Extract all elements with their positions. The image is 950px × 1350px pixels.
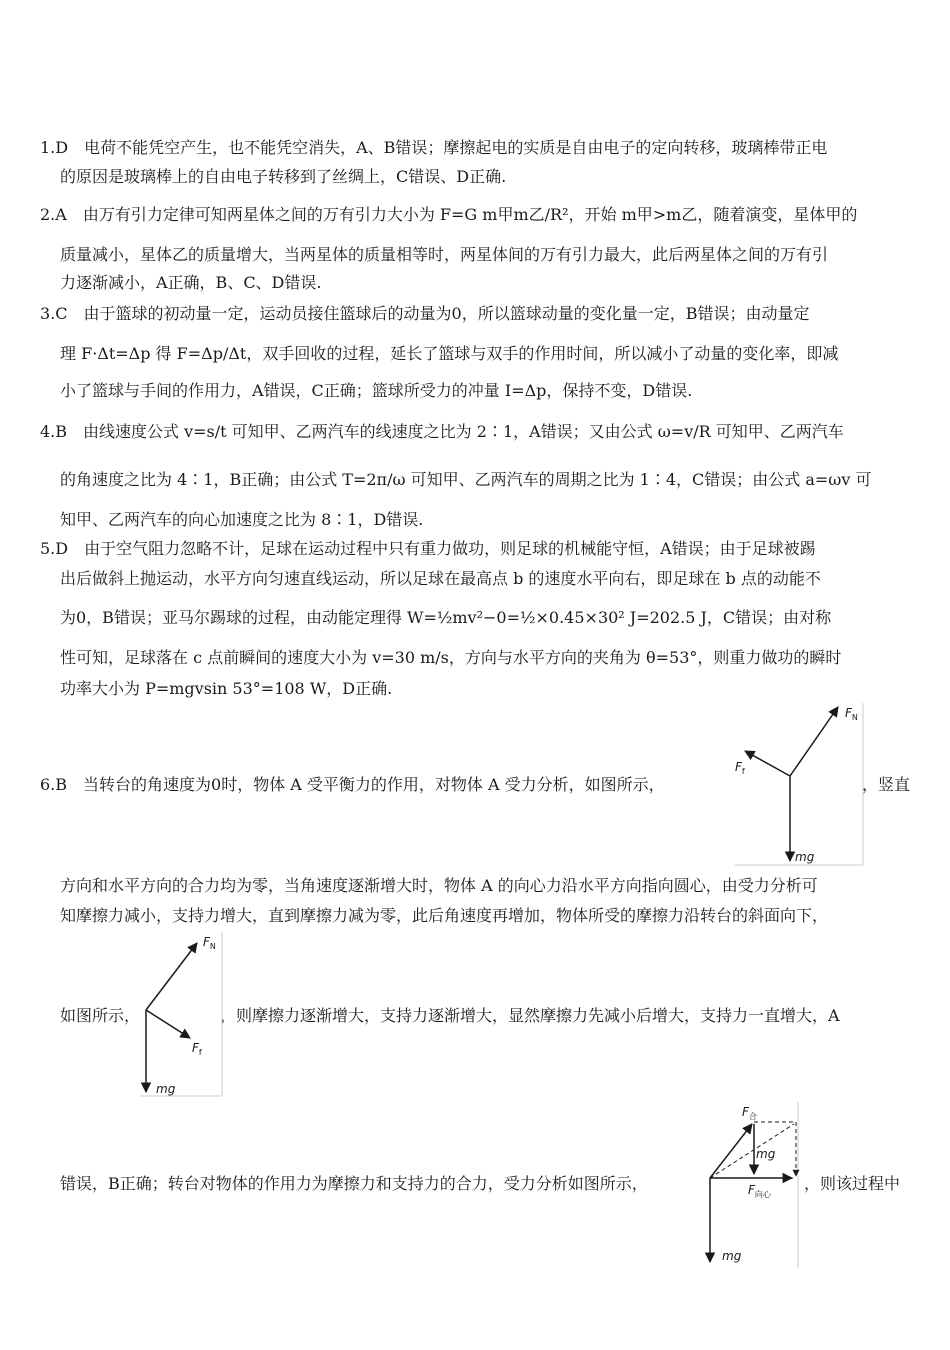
normal-force-label: $F_N$	[845, 706, 858, 722]
text-line: 性可知，足球落在 c 点前瞬间的速度大小为 v=30 m/s，方向与水平方向的夹角为 θ=53°，则重力做功的瞬时	[60, 648, 842, 667]
text-line: 理 F·Δt=Δp 得 F=Δp/Δt，双手回收的过程，延长了篮球与双手的作用时间，所以减小了动量的变化率，即减	[60, 344, 839, 363]
text-line: 错误，B正确；转台对物体的作用力为摩擦力和支持力的合力，受力分析如图所示，	[60, 1174, 648, 1193]
text-line: 4.B 由线速度公式 v=s/t 可知甲、乙两汽车的线速度之比为 2∶1，A错误；又由公式 ω=v/R 可知甲、乙两汽车	[40, 422, 844, 441]
text-line: 2.A 由万有引力定律可知两星体之间的万有引力大小为 F=G m甲m乙/R²，开始 m甲>m乙，随着演变，星体甲的	[40, 205, 858, 224]
gravity-label: mg	[795, 850, 815, 864]
text-line: 知摩擦力减小，支持力增大，直到摩擦力减为零，此后角速度再增加，物体所受的摩擦力沿转台的斜面向下，	[60, 906, 829, 925]
force-diagram-equilibrium	[735, 703, 865, 866]
friction-force-label: $F_f$	[192, 1041, 202, 1057]
gravity-label: mg	[722, 1249, 742, 1263]
resultant-force-label: $F_合$	[742, 1105, 757, 1121]
text-line: ，则摩擦力逐渐增大，支持力逐渐增大，显然摩擦力先减小后增大，支持力一直增大，A	[220, 1006, 840, 1025]
inner-gravity-label: mg	[756, 1147, 776, 1161]
gravity-label: mg	[156, 1082, 176, 1096]
text-line: 小了篮球与手间的作用力，A错误，C正确；篮球所受力的冲量 I=Δp，保持不变，D错误.	[60, 381, 693, 400]
text-line: 1.D 电荷不能凭空产生，也不能凭空消失，A、B错误；摩擦起电的实质是自由电子的定向转移，玻璃棒带正电	[40, 138, 828, 157]
text-line: 知甲、乙两汽车的向心加速度之比为 8∶1，D错误.	[60, 510, 424, 529]
text-line: 的角速度之比为 4∶1，B正确；由公式 T=2π/ω 可知甲、乙两汽车的周期之比为 1∶4，C错误；由公式 a=ωv 可	[60, 470, 872, 489]
text-line: 力逐渐减小，A正确，B、C、D错误.	[60, 273, 322, 292]
force-diagram-friction-down	[140, 932, 224, 1100]
text-line: 质量减小，星体乙的质量增大，当两星体的质量相等时，两星体间的万有引力最大，此后两星体之间的万有引	[60, 245, 829, 264]
normal-force-label: $F_N$	[203, 935, 216, 951]
text-line: 方向和水平方向的合力均为零，当角速度逐渐增大时，物体 A 的向心力沿水平方向指向圆心，由受力分析可	[60, 876, 818, 895]
friction-force-label: $F_f$	[735, 760, 745, 776]
text-line: 功率大小为 P=mgvsin 53°=108 W，D正确.	[60, 679, 393, 698]
text-line: 的原因是玻璃棒上的自由电子转移到了丝绸上，C错误、D正确.	[60, 167, 507, 186]
text-line: ，竖直	[862, 775, 911, 794]
text-line: 出后做斜上抛运动，水平方向匀速直线运动，所以足球在最高点 b 的速度水平向右，即足球在 b 点的动能不	[60, 569, 821, 588]
text-line: ，则该过程中	[804, 1174, 901, 1193]
text-line: 如图所示，	[60, 1006, 141, 1025]
text-line: 为0，B错误；亚马尔踢球的过程，由动能定理得 W=½mv²−0=½×0.45×30² J=202.5 J，C错误；由对称	[60, 608, 832, 627]
force-diagram-resultant	[700, 1102, 810, 1270]
centripetal-force-label: $F_{向心}$	[748, 1183, 771, 1199]
text-line: 3.C 由于篮球的初动量一定，运动员接住篮球后的动量为0，所以篮球动量的变化量一定，B错误；由动量定	[40, 304, 810, 323]
text-line: 6.B 当转台的角速度为0时，物体 A 受平衡力的作用，对物体 A 受力分析，如图所示，	[40, 775, 665, 794]
text-line: 5.D 由于空气阻力忽略不计，足球在运动过程中只有重力做功，则足球的机械能守恒，A错误；由于足球被踢	[40, 539, 816, 558]
